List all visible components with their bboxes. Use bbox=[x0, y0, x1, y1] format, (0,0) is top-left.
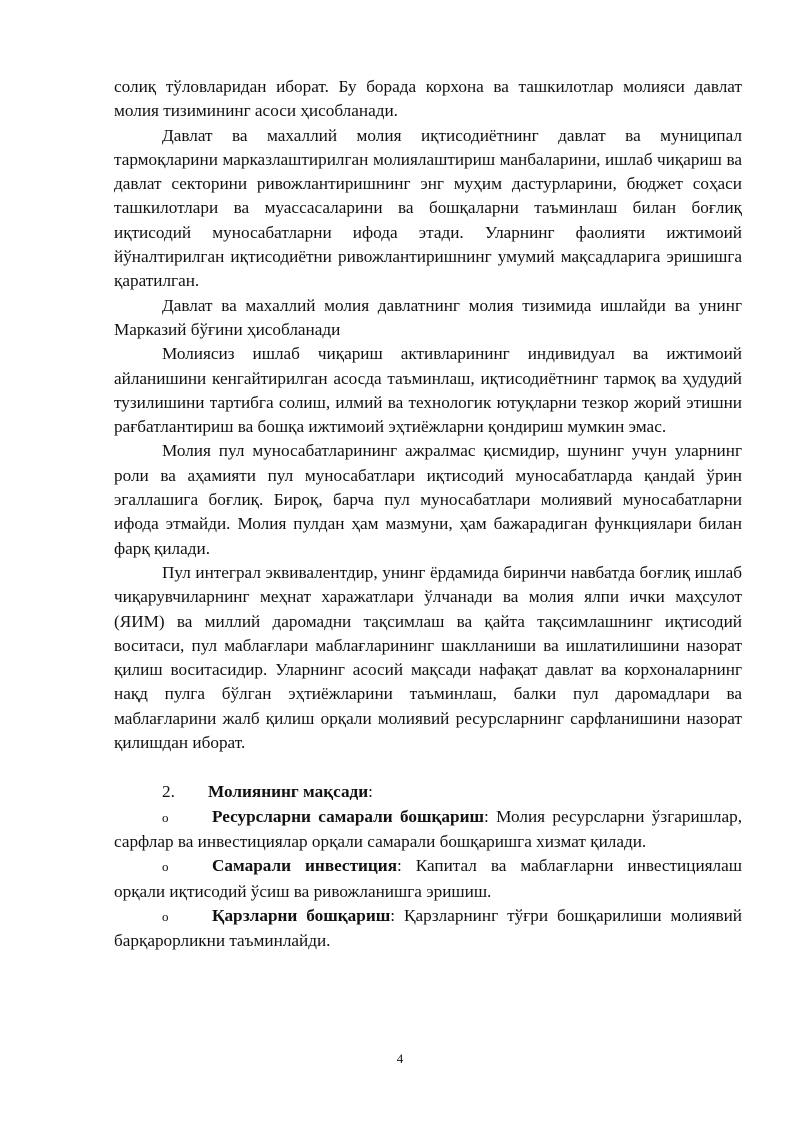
bullet-marker: o bbox=[162, 859, 169, 875]
paragraph: Молия пул муносабатларининг ажралмас қисмидир, шунинг учун уларнинг роли ва аҳамияти пул муносабатлари иқтисодий муносабатларда қандай ўрин эгаллашига боғлиқ. Бироқ, барча пул муносабатлари молиявий муносабатларни ифода этмайди. Молия пулдан ҳам мазмуни, ҳам бажарадиган функциялари билан фарқ қилади. bbox=[114, 441, 742, 558]
list-item bbox=[114, 805, 742, 855]
list-item-term: Ресурсларни самарали бошқариш bbox=[212, 806, 485, 826]
list-item-text: : Капитал ва маблағларни инвестициялаш орқали иқтисодий ўсиш ва ривожланишга эришиш. bbox=[114, 856, 742, 901]
section-number: 2. bbox=[162, 782, 175, 802]
paragraph: солиқ тўловларидан иборат. Бу борада корхона ва ташкилотлар молияси давлат молия тизимининг асоси ҳисобланади. bbox=[114, 77, 742, 121]
page-body bbox=[114, 75, 742, 953]
section-heading bbox=[114, 780, 742, 804]
page-number: 4 bbox=[396, 1051, 404, 1066]
list-item-text: : Қарзларнинг тўғри бошқарилиши молиявий барқарорликни таъминлайди. bbox=[114, 905, 742, 951]
section-title-suffix: : bbox=[368, 782, 373, 802]
paragraph: Давлат ва махаллий молия давлатнинг молия тизимида ишлайди ва унинг Марказий бўғини ҳисобланади bbox=[114, 295, 742, 339]
paragraph: Давлат ва махаллий молия иқтисодиётнинг давлат ва муниципал тармоқларини марказлаштирилган молиялаштириш манбаларини, ишлаб чиқариш ва давлат секторини ривожлантиришнинг энг муҳим дастурларини, бюджет соҳаси ташкилотлари ва муассасаларини ва бошқаларни таъминлаш билан боғлиқ иқтисодий муносабатларни ифода этади. Уларнинг фаолияти ижтимоий йўналтирилган иқтисодиётни ривожлантиришнинг умумий мақсадларига эришишга қаратилган. bbox=[114, 125, 742, 291]
list-item-term: Самарали инвестиция bbox=[212, 856, 398, 876]
paragraph: Пул интеграл эквивалентдир, унинг ёрдамида биринчи навбатда боғлиқ ишлаб чиқарувчиларнинг меҳнат харажатлари ўлчанади ва молия ялпи ички маҳсулот (ЯИМ) ва миллий даромадни тақсимлаш ва қайта тақсимлашнинг иқтисодий воситаси, пул маблағлари маблағларининг шаклланиши ва ишлатилишини назорат қилиш воситасидир. Уларнинг асосий мақсади нафақат давлат ва корхоналарнинг нақд пулга бўлган эҳтиёжларини таъминлаш, балки пул даромадлари ва маблағларини жалб қилиш орқали молиявий ресурсларнинг сарфланишини назорат қилишдан иборат. bbox=[114, 562, 742, 753]
bullet-marker: o bbox=[162, 908, 169, 924]
list-item bbox=[114, 854, 742, 904]
list-item-text: : Молия ресурсларни ўзгаришлар, сарфлар ва инвестициялар орқали самарали бошқаришга хизмат қилади. bbox=[114, 806, 742, 851]
bullet-marker: o bbox=[162, 809, 169, 825]
list-item bbox=[114, 904, 742, 954]
section-title: Молиянинг мақсади bbox=[208, 782, 369, 802]
paragraph: Молиясиз ишлаб чиқариш активларининг индивидуал ва ижтимоий айланишини кенгайтирилган асосда таъминлаш, иқтисодиётнинг тармоқ ва ҳудудий тузилишини тартибга солиш, илмий ва технологик ютуқларни тезкор жорий этишни рағбатлантириш ва бошқа ижтимоий эҳтиёжларни қондириш мумкин эмас. bbox=[114, 344, 742, 437]
list-item-term: Қарзларни бошқариш bbox=[212, 905, 391, 925]
